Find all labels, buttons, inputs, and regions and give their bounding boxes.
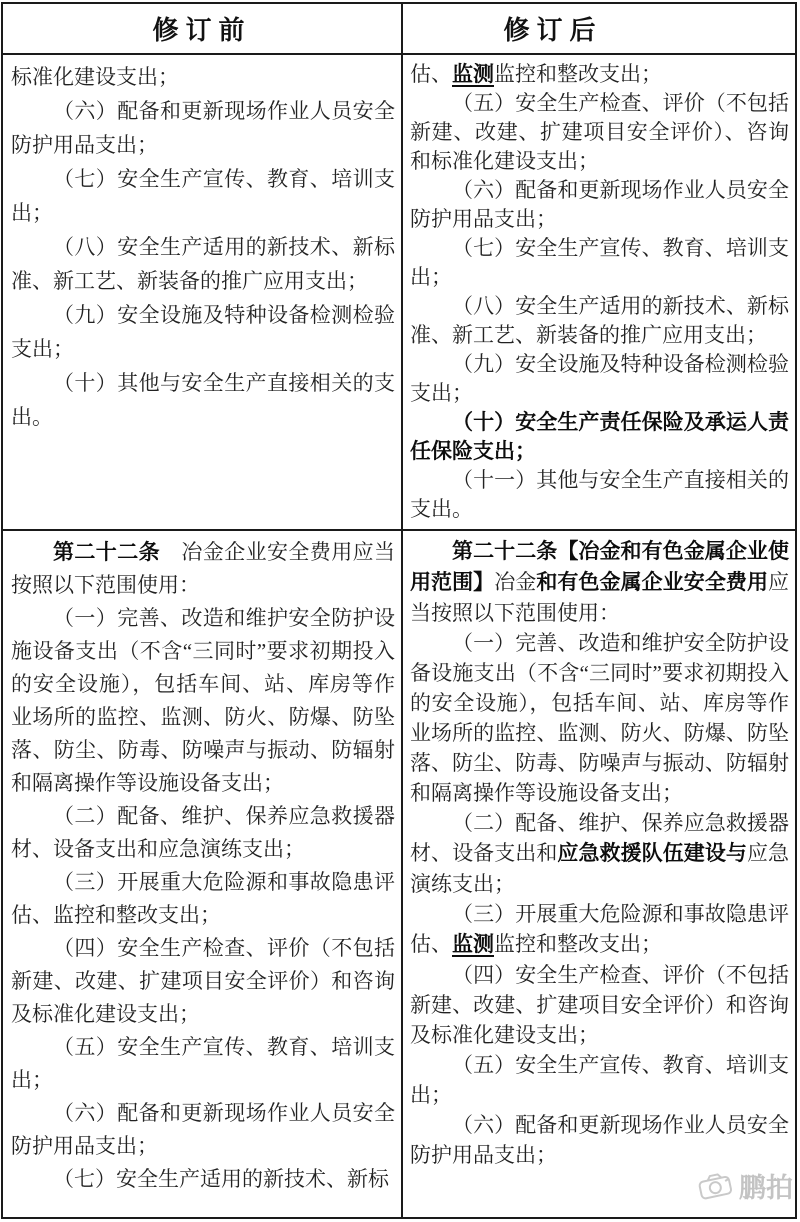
paragraph bbox=[410, 960, 789, 1050]
text-run: （五）安全生产检查、评价（不包括新建、改建、扩建项目安全评价）、咨询和标准化建设支出； bbox=[410, 91, 789, 173]
text-run: （六）配备和更新现场作业人员安全防护用品支出； bbox=[410, 178, 789, 231]
text-run: 估、 bbox=[410, 62, 452, 86]
text-run: （四）安全生产检查、评价（不包括新建、改建、扩建项目安全评价）和咨询及标准化建设支出； bbox=[11, 936, 395, 1026]
text-run: （五）安全生产宣传、教育、培训支出； bbox=[11, 1035, 395, 1092]
paragraph bbox=[11, 1097, 395, 1163]
text-run: （三）开展重大危险源和事故隐患评估、 bbox=[410, 902, 789, 956]
emphasized-text-run: 应急救援队伍建设与 bbox=[557, 842, 747, 865]
paragraph bbox=[410, 234, 789, 292]
paragraph bbox=[11, 932, 395, 1031]
paragraph bbox=[410, 408, 789, 466]
cell-before-row2 bbox=[3, 531, 403, 1217]
text-run: （二）配备、维护、保养应急救援器材、设备支出和 bbox=[410, 811, 789, 865]
emphasized-text-run: 第二十二条【冶金和有色金属企业使用范围】 bbox=[410, 540, 789, 594]
text-run: （六）配备和更新现场作业人员安全防护用品支出； bbox=[410, 1113, 789, 1167]
text-run: （一）完善、改造和维护安全防护设施设备支出（不含“三同时”要求初期投入的安全设施），包括车间、站、库房等作业场所的监控、监测、防火、防爆、防坠落、防尘、防毒、防噪声与振动、防辐射和隔离操作等设施设备支出； bbox=[11, 606, 395, 795]
text-run: （十）其他与安全生产直接相关的支出。 bbox=[11, 371, 395, 429]
paragraph bbox=[11, 162, 395, 230]
header-before-label: 修订前 bbox=[152, 15, 252, 45]
paragraph bbox=[410, 1110, 789, 1170]
paragraph bbox=[410, 466, 789, 524]
paragraph bbox=[11, 536, 395, 602]
cell-before-row1 bbox=[3, 55, 403, 531]
text-run: （七）安全生产适用的新技术、新标 bbox=[53, 1167, 389, 1191]
text-run: 标准化建设支出； bbox=[11, 65, 179, 89]
emphasized-text-run: （十）安全生产责任保险及承运人责任保险支出； bbox=[410, 411, 789, 463]
text-run: （九）安全设施及特种设备检测检验支出； bbox=[11, 303, 395, 361]
paragraph bbox=[11, 800, 395, 866]
text-run: （七）安全生产宣传、教育、培训支出； bbox=[11, 167, 395, 225]
text-run: （九）安全设施及特种设备检测检验支出； bbox=[410, 352, 789, 405]
cell-after-row1 bbox=[403, 55, 795, 531]
revision-comparison-table bbox=[1, 2, 797, 1219]
text-run: （六）配备和更新现场作业人员安全防护用品支出； bbox=[11, 1101, 395, 1158]
watermark-text: 鹏拍 bbox=[739, 1173, 793, 1203]
emphasized-text-run: 监测 bbox=[452, 63, 494, 86]
text-run: 监控和整改支出； bbox=[494, 932, 662, 956]
paragraph bbox=[11, 230, 395, 298]
emphasized-text-run: 和有色金属企业安全费用 bbox=[536, 571, 769, 594]
paragraph bbox=[410, 60, 789, 89]
text-run: 应当按照以下范围使用： bbox=[410, 570, 790, 625]
paragraph bbox=[410, 536, 789, 628]
emphasized-text-run: 第二十二条 bbox=[53, 541, 160, 564]
paragraph bbox=[410, 350, 789, 408]
paragraph bbox=[11, 1031, 395, 1097]
text-run: （二）配备、维护、保养应急救援器材、设备支出和应急演练支出； bbox=[11, 804, 395, 861]
text-run: （一）完善、改造和维护安全防护设备设施支出（不含“三同时”要求初期投入的安全设施），包括车间、站、库房等作业场所的监控、监测、防火、防爆、防坠落、防尘、防毒、防噪声与振动、防辐射和隔离操作等设施设备支出； bbox=[410, 631, 789, 805]
paragraph bbox=[410, 292, 789, 350]
paragraph bbox=[410, 899, 789, 960]
paragraph bbox=[410, 176, 789, 234]
header-after-label: 修订后 bbox=[503, 15, 603, 45]
text-run: 应急演练支出； bbox=[410, 841, 790, 896]
paragraph bbox=[11, 602, 395, 800]
text-run: （五）安全生产宣传、教育、培训支出； bbox=[410, 1053, 789, 1107]
paragraph bbox=[11, 298, 395, 366]
text-run: （六）配备和更新现场作业人员安全防护用品支出； bbox=[11, 99, 395, 157]
paragraph bbox=[11, 866, 395, 932]
paragraph bbox=[410, 1050, 789, 1110]
column-header-after-revision bbox=[403, 4, 795, 55]
text-run: 冶金 bbox=[494, 570, 537, 594]
paragraph bbox=[11, 94, 395, 162]
paragraph bbox=[11, 60, 395, 94]
text-run: （八）安全生产适用的新技术、新标准、新工艺、新装备的推广应用支出； bbox=[410, 294, 789, 347]
cell-after-row2 bbox=[403, 531, 795, 1217]
text-run: （三）开展重大危险源和事故隐患评估、监控和整改支出； bbox=[11, 870, 395, 927]
column-header-before-revision bbox=[3, 4, 403, 55]
text-run: 监控和整改支出； bbox=[494, 62, 662, 86]
text-run: （十一）其他与安全生产直接相关的支出。 bbox=[410, 468, 789, 521]
paragraph bbox=[410, 628, 789, 808]
text-run: 冶金企业安全费用应当按照以下范围使用： bbox=[11, 540, 395, 597]
paragraph bbox=[410, 808, 789, 899]
paragraph bbox=[11, 1163, 395, 1196]
text-run: （八）安全生产适用的新技术、新标准、新工艺、新装备的推广应用支出； bbox=[11, 235, 395, 293]
emphasized-text-run: 监测 bbox=[452, 933, 494, 956]
paragraph bbox=[410, 89, 789, 176]
text-run: （七）安全生产宣传、教育、培训支出； bbox=[410, 236, 789, 289]
paragraph bbox=[11, 366, 395, 434]
text-run: （四）安全生产检查、评价（不包括新建、改建、扩建项目安全评价）和咨询及标准化建设支出； bbox=[410, 963, 789, 1047]
